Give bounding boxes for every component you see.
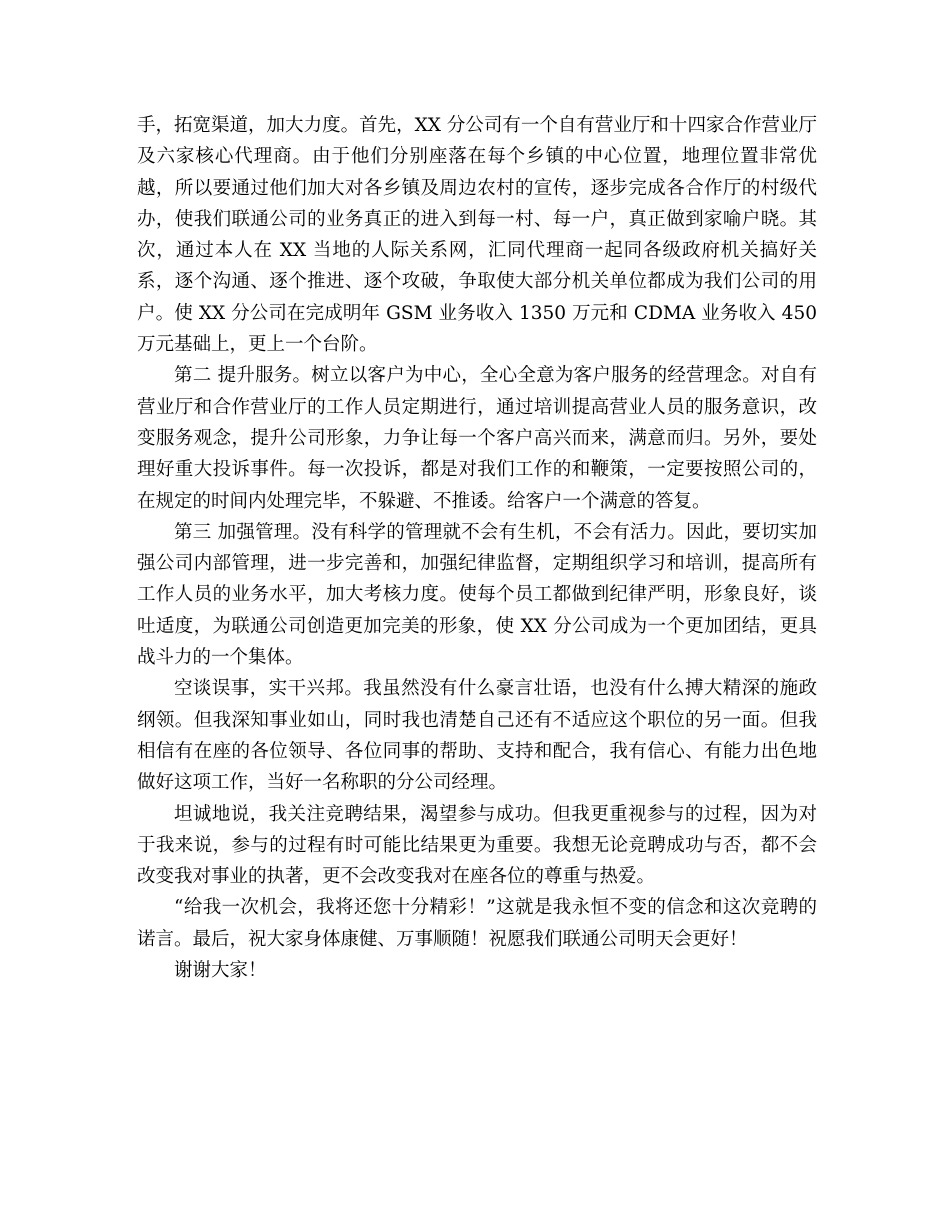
paragraph-thanks: 谢谢大家！: [174, 960, 267, 982]
paragraph-closing: “给我一次机会，我将还您十分精彩！”这就是我永恒不变的信念和这次竞聘的诺言。最后，祝大家身体康健、万事顺随！祝愿我们联通公司明天会更好！: [137, 897, 817, 950]
paragraph-attitude: 坦诚地说，我关注竞聘结果，渴望参与成功。但我更重视参与的过程，因为对于我来说，参与的过程有时可能比结果更为重要。我想无论竞聘成功与否，都不会改变我对事业的执著，更不会改变我对在座各位的尊重与热爱。: [137, 803, 817, 888]
document-page: [137, 110, 817, 986]
paragraph-continued: 手，拓宽渠道，加大力度。首先，XX 分公司有一个自有营业厅和十四家合作营业厅及六家核心代理商。由于他们分别座落在每个乡镇的中心位置，地理位置非常优越，所以要通过他们加大对各乡镇及周边农村的宣传，逐步完成各合作厅的村级代办，使我们联通公司的业务真正的进入到每一村、每一户，真正做到家喻户晓。其次，通过本人在 XX 当地的人际关系网，汇同代理商一起同各级政府机关搞好关系，逐个沟通、逐个推进、逐个攻破，争取使大部分机关单位都成为我们公司的用户。使 XX 分公司在完成明年 GSM 业务收入 1350 万元和 CDMA 业务收入 450 万元基础上，更上一个台阶。: [137, 115, 817, 356]
paragraph-service: 第二 提升服务。树立以客户为中心，全心全意为客户服务的经营理念。对自有营业厅和合作营业厅的工作人员定期进行，通过培训提高营业人员的服务意识，改变服务观念，提升公司形象，力争让每一个客户高兴而来，满意而归。另外，要处理好重大投诉事件。每一次投诉，都是对我们工作的和鞭策，一定要按照公司的，在规定的时间内处理完毕，不躲避、不推诿。给客户一个满意的答复。: [137, 365, 817, 512]
paragraph-commitment: 空谈误事，实干兴邦。我虽然没有什么豪言壮语，也没有什么搏大精深的施政纲领。但我深知事业如山，同时我也清楚自己还有不适应这个职位的另一面。但我相信有在座的各位领导、各位同事的帮助、支持和配合，我有信心、有能力出色地做好这项工作，当好一名称职的分公司经理。: [137, 678, 817, 794]
paragraph-management: 第三 加强管理。没有科学的管理就不会有生机，不会有活力。因此，要切实加强公司内部管理，进一步完善和，加强纪律监督，定期组织学习和培训，提高所有工作人员的业务水平，加大考核力度。使每个员工都做到纪律严明，形象良好，谈吐适度，为联通公司创造更加完美的形象，使 XX 分公司成为一个更加团结，更具战斗力的一个集体。: [137, 521, 817, 669]
